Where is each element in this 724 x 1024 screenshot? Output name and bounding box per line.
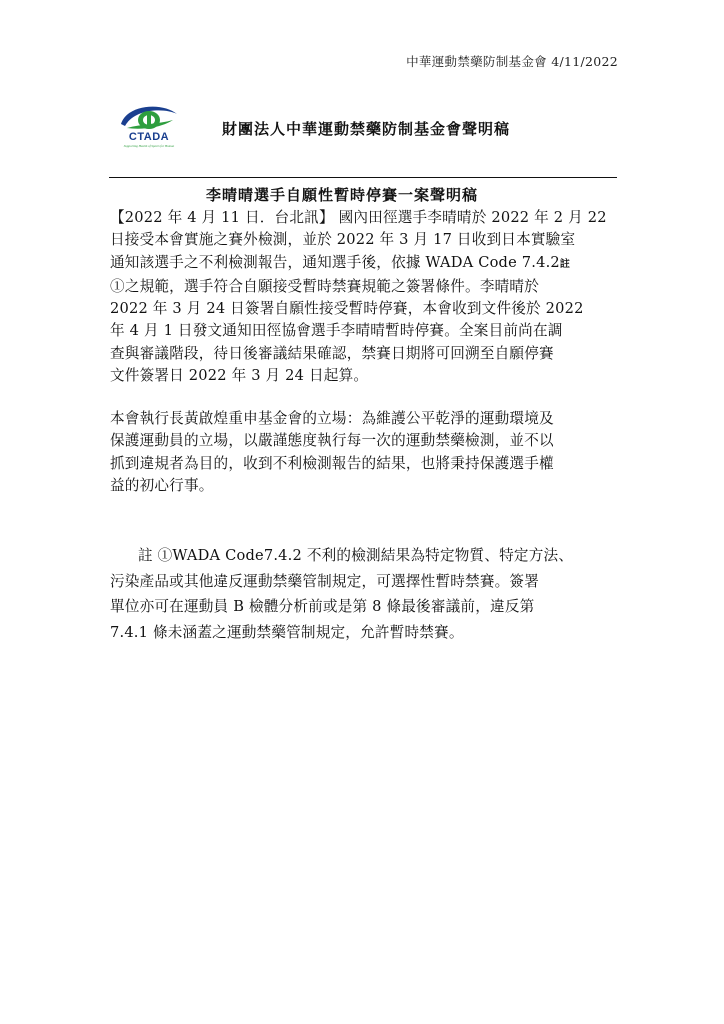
svg-text:Supporting Health of Sports fo: Supporting Health of Sports for Human	[123, 144, 175, 148]
paragraph-line: 益的初心行事。	[110, 476, 214, 494]
svg-text:CTADA: CTADA	[128, 131, 170, 143]
paragraph-line-text: 通知該選手之不利檢測報告，通知選手後，依據 WADA Code 7.4.2	[110, 253, 560, 271]
ctada-logo	[113, 98, 185, 150]
paragraph-line: 查與審議階段，待日後審議結果確認，禁賽日期將可回溯至自願停賽	[110, 344, 554, 362]
footnote	[110, 543, 625, 645]
footnote-line: 7.4.1 條未涵蓋之運動禁藥管制規定，允許暫時禁賽。	[110, 623, 464, 641]
statement-paragraph-1	[110, 207, 625, 387]
footnote-line: 註 ①WADA Code7.4.2 不利的檢測結果為特定物質、特定方法、	[138, 547, 574, 564]
footnote-line: 單位亦可在運動員 B 檢體分析前或是第 8 條最後審議前，違反第	[110, 598, 535, 615]
paragraph-line: 本會執行長黃啟煌重申基金會的立場：為維護公平乾淨的運動環境及	[110, 410, 554, 427]
paragraph-line: 抓到違規者為目的，收到不利檢測報告的結果，也將秉持保護選手權	[110, 454, 554, 472]
statement-paragraph-2	[110, 408, 625, 497]
footnote-line: 污染產品或其他違反運動禁藥管制規定，可選擇性暫時禁賽。簽署	[110, 572, 540, 590]
paragraph-line: 保護運動員的立場，以嚴謹態度執行每一次的運動禁藥檢測，並不以	[110, 432, 554, 450]
paragraph-line: 年 4 月 1 日發文通知田徑協會選手李晴晴暫時停賽。全案目前尚在調	[110, 322, 563, 340]
paragraph-line: 【2022 年 4 月 11 日．台北訊】 國內田徑選手李晴晴於 2022 年 2 月 22	[110, 209, 607, 226]
document-title: 李晴晴選手自願性暫時停賽一案聲明稿	[206, 186, 479, 204]
ctada-logo-graphic	[113, 98, 185, 150]
paragraph-line	[110, 252, 625, 276]
paragraph-line: 文件簽署日 2022 年 3 月 24 日起算。	[110, 367, 369, 385]
paragraph-line: 2022 年 3 月 24 日簽署自願性接受暫時停賽，本會收到文件後於 2022	[110, 300, 584, 318]
header-divider	[109, 177, 617, 178]
footnote-marker: 註	[559, 258, 571, 270]
paragraph-line: 日接受本會實施之賽外檢測，並於 2022 年 3 月 17 日收到日本實驗室	[110, 231, 576, 249]
organization-title: 財團法人中華運動禁藥防制基金會聲明稿	[222, 120, 511, 138]
paragraph-line: ①之規範，選手符合自願接受暫時禁賽規範之簽署條件。李晴晴於	[110, 277, 540, 295]
header-meta-date: 中華運動禁藥防制基金會 4/11/2022	[406, 54, 618, 69]
